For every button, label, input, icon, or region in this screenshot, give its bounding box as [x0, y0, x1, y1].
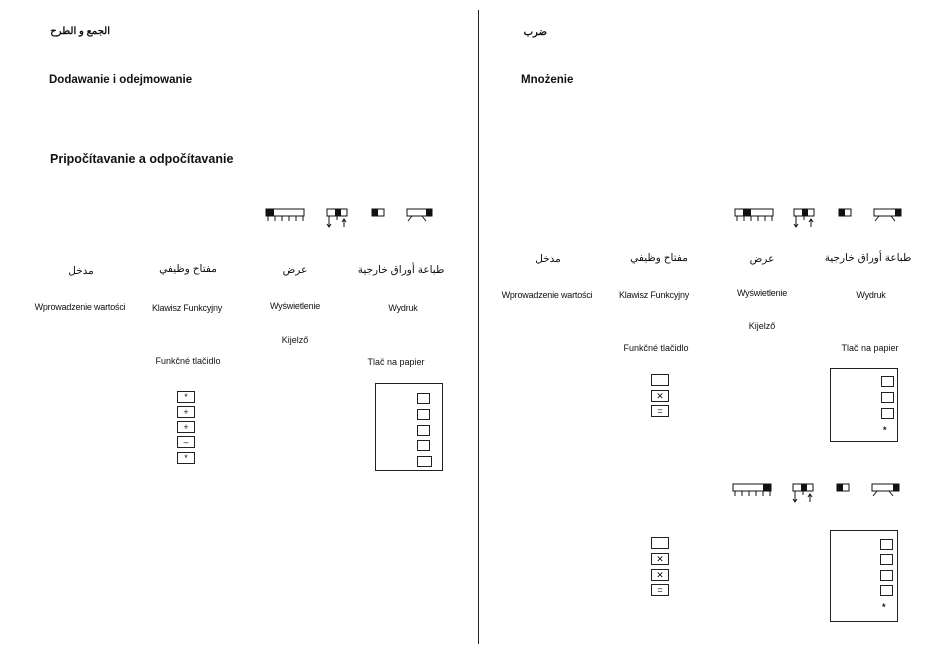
right-col-print-pl: Wydruk — [856, 290, 886, 300]
right-col-display-pl: Wyświetlenie — [736, 288, 788, 298]
right-col-function-key-sk: Funkčné tlačidlo — [623, 343, 689, 353]
key-plus: + — [177, 421, 195, 433]
right-col-function-key-pl: Klawisz Funkcyjny — [618, 290, 690, 300]
paper-line-box — [880, 539, 893, 550]
left-polish-title: Dodawanie i odejmowanie — [49, 74, 193, 86]
key-multiply: ✕ — [651, 569, 669, 581]
right-col-input-ar: مدخل — [535, 253, 561, 265]
key-plus: + — [177, 406, 195, 418]
paper-line-box — [881, 376, 894, 387]
left-settings-switches-icon — [264, 207, 444, 231]
right-col-print-ar: طباعة أوراق خارجية — [824, 252, 912, 264]
left-col-print-ar: طباعة أوراق خارجية — [357, 264, 445, 276]
left-col-function-key-pl: Klawisz Funkcyjny — [151, 303, 223, 313]
left-col-input-pl: Wprowadzenie wartości — [34, 302, 126, 312]
paper-line-box — [880, 585, 893, 596]
paper-line-box — [417, 440, 430, 451]
right-col-display-ar: عرض — [749, 253, 775, 265]
paper-line-box — [417, 456, 432, 467]
left-col-function-key-sk: Funkčné tlačidlo — [155, 356, 221, 366]
left-paper-printout — [375, 383, 443, 471]
right-col-function-key-ar: مفتاح وظيفي — [630, 252, 688, 264]
key-equals: = — [651, 584, 669, 596]
key-blank — [651, 537, 669, 549]
left-col-print-sk: Tlač na papier — [367, 357, 425, 367]
page-divider — [478, 10, 479, 644]
left-col-input-ar: مدخل — [68, 265, 94, 277]
right-paper-printout-1 — [830, 368, 898, 442]
left-col-display-pl: Wyświetlenie — [269, 301, 321, 311]
paper-line-box — [880, 554, 893, 565]
key-asterisk: * — [177, 391, 195, 403]
key-minus: – — [177, 436, 195, 448]
paper-line-box — [881, 408, 894, 419]
right-col-input-pl: Wprowadzenie wartości — [501, 290, 593, 300]
paper-total-asterisk: * — [883, 425, 887, 435]
left-col-print-pl: Wydruk — [388, 303, 418, 313]
left-col-function-key-ar: مفتاح وظيفي — [159, 263, 217, 275]
key-equals: = — [651, 405, 669, 417]
left-col-display-hu: Kijelző — [281, 335, 309, 345]
right-settings-switches-icon-2 — [733, 482, 913, 506]
paper-line-box — [417, 393, 430, 404]
key-asterisk: * — [177, 452, 195, 464]
key-blank — [651, 374, 669, 386]
left-arabic-title: الجمع و الطرح — [50, 26, 110, 37]
right-col-display-hu: Kijelző — [748, 321, 776, 331]
left-slovak-title: Pripočítavanie a odpočítavanie — [50, 152, 234, 166]
paper-line-box — [880, 570, 893, 581]
key-multiply: ✕ — [651, 553, 669, 565]
left-col-display-ar: عرض — [282, 264, 308, 276]
right-col-print-sk: Tlač na papier — [841, 343, 899, 353]
right-paper-printout-2 — [830, 530, 898, 622]
paper-total-asterisk: * — [882, 602, 886, 612]
paper-line-box — [881, 392, 894, 403]
key-multiply: ✕ — [651, 390, 669, 402]
right-arabic-title: ضرب — [523, 27, 547, 38]
paper-line-box — [417, 425, 430, 436]
right-settings-switches-icon — [733, 207, 913, 231]
paper-line-box — [417, 409, 430, 420]
right-polish-title: Mnożenie — [521, 74, 574, 86]
